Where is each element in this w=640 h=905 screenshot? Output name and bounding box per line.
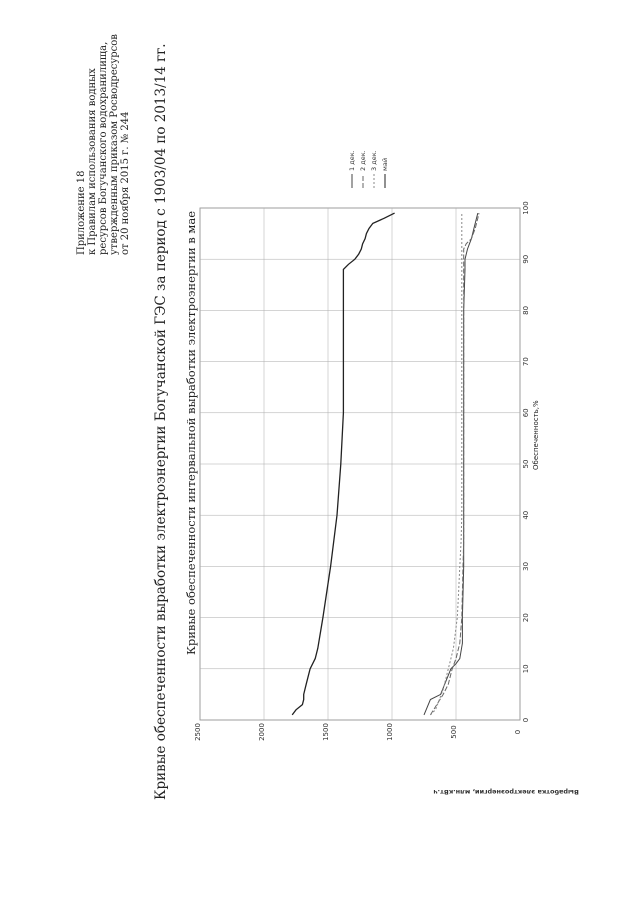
x-axis-label: Обеспеченность,% bbox=[532, 400, 540, 470]
x-tick-label-0: 0 bbox=[522, 717, 530, 723]
x-tick-label-3: 30 bbox=[522, 561, 530, 571]
x-tick-label-4: 40 bbox=[522, 510, 530, 520]
x-tick-label-6: 60 bbox=[522, 408, 530, 418]
y-tick-label-0: 0 bbox=[514, 729, 522, 735]
y-tick-label-5: 2500 bbox=[194, 723, 202, 741]
appendix-line-4: утвержденным приказом Росводресурсов bbox=[109, 34, 120, 255]
x-tick-label-8: 80 bbox=[522, 305, 530, 315]
y-axis-label: Выработка электроэнергии, млн.кВт.ч bbox=[433, 788, 579, 796]
y-tick-label-4: 2000 bbox=[258, 723, 266, 741]
chart-title: Кривые обеспеченности выработки электроэнергии Богучанской ГЭС за период с 1903/04 по 2013/14 гг. bbox=[153, 43, 169, 800]
y-tick-label-3: 1500 bbox=[322, 723, 330, 741]
appendix-line-3: ресурсов Богучанского водохранилища, bbox=[98, 41, 109, 255]
legend-label-4: май bbox=[381, 157, 389, 171]
y-tick-label-1: 500 bbox=[450, 725, 458, 739]
x-tick-label-10: 100 bbox=[522, 201, 530, 215]
x-tick-label-1: 10 bbox=[522, 664, 530, 674]
x-tick-label-5: 50 bbox=[522, 459, 530, 469]
legend-label-3: 3 дек. bbox=[370, 150, 378, 171]
y-tick-label-2: 1000 bbox=[386, 723, 394, 741]
appendix-line-5: от 20 ноября 2015 г. № 244 bbox=[120, 111, 131, 255]
x-tick-label-7: 70 bbox=[522, 357, 530, 367]
legend-label-1: 1 дек. bbox=[348, 150, 356, 171]
legend-label-2: 2 дек. bbox=[359, 150, 367, 171]
x-tick-label-2: 20 bbox=[522, 613, 530, 623]
x-tick-label-9: 90 bbox=[522, 254, 530, 264]
appendix-line-1: Приложение 18 bbox=[76, 170, 87, 255]
chart-subtitle: Кривые обеспеченности интервальной выработки электроэнергии в мае bbox=[184, 211, 198, 655]
appendix-line-2: к Правилам использования водных bbox=[87, 68, 98, 255]
